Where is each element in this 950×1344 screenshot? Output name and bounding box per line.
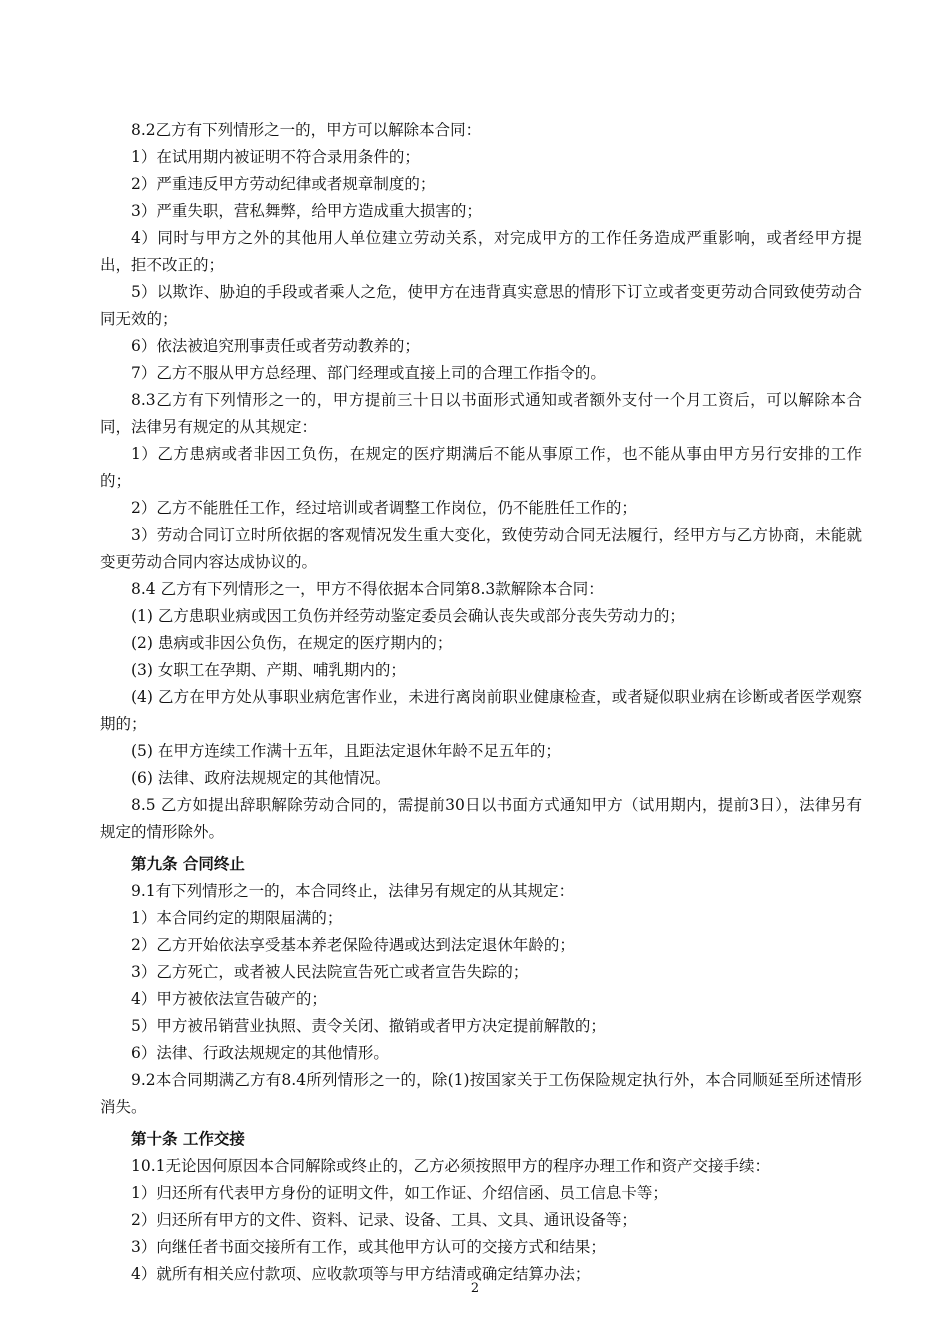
clause-10-1-item-3: 3）向继任者书面交接所有工作，或其他甲方认可的交接方式和结果； — [131, 1238, 606, 1256]
section-8-clauses — [100, 117, 862, 846]
section-9 — [100, 846, 862, 1121]
clause-9-1: 9.1有下列情形之一的，本合同终止，法律另有规定的从其规定： — [131, 882, 575, 900]
clause-8-4-item-1: (1) 乙方患职业病或因工负伤并经劳动鉴定委员会确认丧失或部分丧失劳动力的； — [131, 607, 685, 625]
clause-9-2: 9.2本合同期满乙方有8.4所列情形之一的，除(1)按国家关于工伤保险规定执行外，本合同顺延至所述情形消失。 — [100, 1071, 862, 1116]
clause-8-3: 8.3乙方有下列情形之一的，甲方提前三十日以书面形式通知或者额外支付一个月工资后，可以解除本合同，法律另有规定的从其规定： — [100, 391, 862, 436]
page-number: 2 — [470, 1281, 480, 1296]
clause-8-4-item-5: (5) 在甲方连续工作满十五年，且距法定退休年龄不足五年的； — [131, 742, 561, 760]
clause-8-4-item-4: (4) 乙方在甲方处从事职业病危害作业，未进行离岗前职业健康检查，或者疑似职业病在诊断或者医学观察期的； — [100, 688, 862, 733]
section-9-heading: 第九条 合同终止 — [131, 855, 245, 873]
clause-10-1-item-2: 2）归还所有甲方的文件、资料、记录、设备、工具、文具、通讯设备等； — [131, 1211, 637, 1229]
clause-9-1-item-5: 5）甲方被吊销营业执照、责令关闭、撤销或者甲方决定提前解散的； — [131, 1017, 606, 1035]
clause-8-3-item-1: 1）乙方患病或者非因工负伤，在规定的医疗期满后不能从事原工作，也不能从事由甲方另行安排的工作的； — [100, 445, 862, 490]
clause-10-1-item-1: 1）归还所有代表甲方身份的证明文件，如工作证、介绍信函、员工信息卡等； — [131, 1184, 668, 1202]
clause-8-5: 8.5 乙方如提出辞职解除劳动合同的，需提前30日以书面方式通知甲方（试用期内，提前3日），法律另有规定的情形除外。 — [100, 796, 862, 841]
clause-8-2-item-6: 6）依法被追究刑事责任或者劳动教养的； — [131, 337, 420, 355]
clause-9-1-item-6: 6）法律、行政法规规定的其他情形。 — [131, 1044, 389, 1062]
clause-10-1-item-4: 4）就所有相关应付款项、应收款项等与甲方结清或确定结算办法； — [131, 1265, 591, 1283]
clause-8-2-item-1: 1）在试用期内被证明不符合录用条件的； — [131, 148, 420, 166]
clause-9-1-item-3: 3）乙方死亡，或者被人民法院宣告死亡或者宣告失踪的； — [131, 963, 529, 981]
clause-8-2-item-2: 2）严重违反甲方劳动纪律或者规章制度的； — [131, 175, 436, 193]
section-10 — [100, 1121, 862, 1288]
clause-8-3-item-2: 2）乙方不能胜任工作，经过培训或者调整工作岗位，仍不能胜任工作的； — [131, 499, 637, 517]
clause-9-1-item-4: 4）甲方被依法宣告破产的； — [131, 990, 327, 1008]
clause-9-1-item-1: 1）本合同约定的期限届满的； — [131, 909, 343, 927]
section-10-heading: 第十条 工作交接 — [131, 1130, 245, 1148]
clause-9-1-item-2: 2）乙方开始依法享受基本养老保险待遇或达到法定退休年龄的； — [131, 936, 575, 954]
clause-8-2-item-4: 4）同时与甲方之外的其他用人单位建立劳动关系，对完成甲方的工作任务造成严重影响，或者经甲方提出，拒不改正的； — [100, 229, 862, 274]
clause-10-1: 10.1无论因何原因本合同解除或终止的，乙方必须按照甲方的程序办理工作和资产交接手续： — [131, 1157, 771, 1175]
clause-8-2: 8.2乙方有下列情形之一的，甲方可以解除本合同： — [131, 121, 482, 139]
document-body — [100, 117, 862, 1288]
clause-8-2-item-5: 5）以欺诈、胁迫的手段或者乘人之危，使甲方在违背真实意思的情形下订立或者变更劳动合同致使劳动合同无效的； — [100, 283, 862, 328]
clause-8-2-item-3: 3）严重失职，营私舞弊，给甲方造成重大损害的； — [131, 202, 482, 220]
clause-8-3-item-3: 3）劳动合同订立时所依据的客观情况发生重大变化，致使劳动合同无法履行，经甲方与乙方协商，未能就变更劳动合同内容达成协议的。 — [100, 526, 862, 571]
clause-8-2-item-7: 7）乙方不服从甲方总经理、部门经理或直接上司的合理工作指令的。 — [131, 364, 606, 382]
clause-8-4-item-3: (3) 女职工在孕期、产期、哺乳期内的； — [131, 661, 406, 679]
clause-8-4-item-6: (6) 法律、政府法规规定的其他情况。 — [131, 769, 391, 787]
clause-8-4-item-2: (2) 患病或非因公负伤，在规定的医疗期内的； — [131, 634, 453, 652]
clause-8-4: 8.4 乙方有下列情形之一，甲方不得依据本合同第8.3款解除本合同： — [131, 580, 604, 598]
